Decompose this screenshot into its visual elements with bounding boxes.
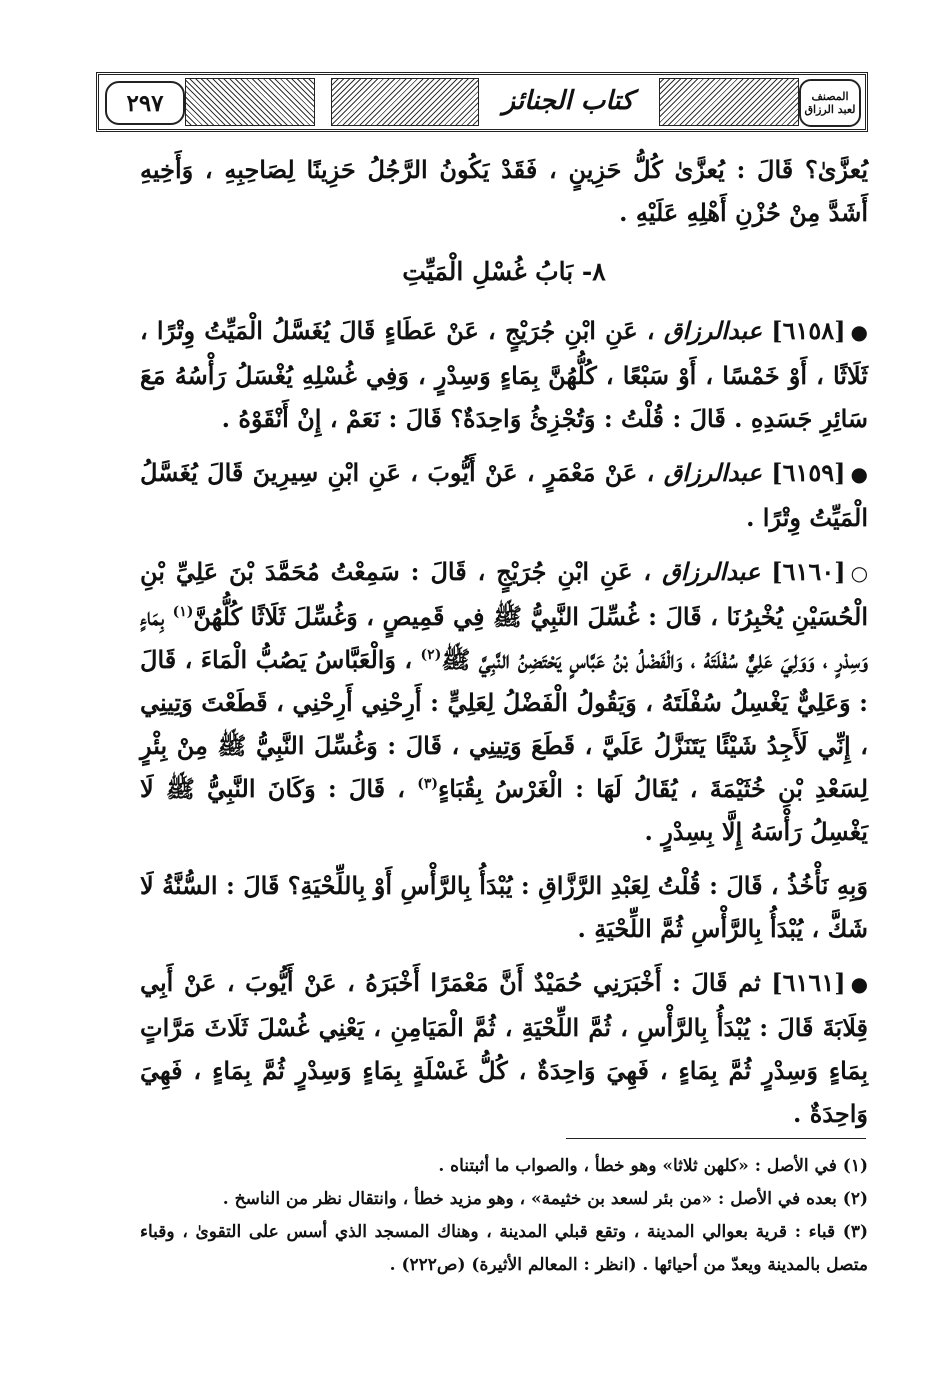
hadith-number: [٦١٦٠] [771, 557, 846, 586]
hadith-marker: ● [850, 462, 868, 486]
logo-line-2: لعبد الرزاق [804, 103, 856, 116]
footnote-separator [566, 1138, 866, 1139]
hadith-text: ، عَنِ ابْنِ جُرَيْجٍ ، عَنْ عَطَاءٍ قَالَ يُغَسَّلُ الْمَيِّتُ وِتْرًا ، ثَلَاثًا ، أَوْ خَمْسًا ، أَوْ سَبْعًا ، كُلُّهُنَّ بِمَاءٍ وَسِدْرٍ ، وَفِي غُسْلِهِ يُغْسَلُ رَأْسُهُ مَعَ سَائِرِ جَسَدِهِ . قَالَ : قُلْتُ : وَتُجْزِئُ وَاحِدَةٌ؟ قَالَ : نَعَمْ ، إِنْ أَنْقَوْهُ . [140, 316, 868, 433]
main-text [140, 148, 868, 1146]
footnote-2: (٢) بعده في الأصل : «من بئر لسعد بن خثيمة» ، وهو مزيد خطأ ، وانتقال نظر من الناسخ . [222, 1189, 868, 1209]
hadith-marker: ● [850, 320, 868, 344]
footnote-ref-1[interactable]: (١) [172, 604, 194, 620]
hadith-marker: ● [850, 972, 869, 996]
footnote-ref-2[interactable]: (٢) [420, 647, 442, 663]
footnote-1: (١) في الأصل : «كلهن ثلاثا» وهو خطأ ، والصواب ما أثبتناه . [438, 1156, 868, 1176]
footnote-3: (٣) قباء : قرية بعوالي المدينة ، وتقع قبلي المدينة ، وهناك المسجد الذي أسس على التقوىٰ ، وقباء متصل بالمدينة ويعدّ من أحيائها . (انظر : المعالم الأثيرة) (ص٢٢٢) . [140, 1222, 868, 1275]
hadith-number: [٦١٦١] [771, 968, 846, 997]
hadith-6158 [140, 309, 868, 440]
hadith-text: ، عَنْ مَعْمَرٍ ، عَنْ أَيُّوبَ ، عَنِ ابْنِ سِيرِينَ قَالَ يُغَسَّلُ الْمَيِّتُ وِتْرًا . [140, 458, 868, 532]
narrator-abdulrazzaq: عبدالرزاق [663, 458, 762, 487]
hadith-6159 [140, 451, 868, 539]
section-heading: ٨- بَابُ غُسْلِ الْمَيِّتِ [402, 257, 606, 286]
header-ornament-center-right [659, 78, 799, 126]
page-number: ٢٩٧ [105, 81, 185, 125]
page-header [96, 72, 868, 132]
hadith-number: [٦١٥٩] [771, 458, 846, 487]
hadith-text-part-a: ، عَنِ ابْنِ جُرَيْجٍ ، قَالَ : سَمِعْتُ مُحَمَّدَ بْنَ عَلِيِّ بْنِ الْحُسَيْنِ يُخْبِرُنَا ، قَالَ : غُسِّلَ النَّبِيُّ ﷺ فِي قَمِيصٍ ، وَغُسِّلَ ثَلَاثًا كُلُّهُنَّ [140, 557, 868, 631]
narrator-abdulrazzaq: عبدالرزاق [663, 316, 763, 345]
hadith-text-part-d: ، قَالَ : وَكَانَ النَّبِيُّ ﷺ لَا يَغْسِلُ رَأْسَهُ إِلَّا بِسِدْرٍ . [140, 774, 868, 846]
publisher-logo [799, 79, 861, 127]
hadith-text-part-c: ، وَالْعَبَّاسُ يَصُبُّ الْمَاءَ ، قَالَ : وَعَلِيٌّ يَغْسِلُ سُفْلَتَهُ ، وَيَقُولُ الْفَضْلُ لِعَلِيٍّ : أَرِحْنِي أَرِحْنِي ، قَطَعْتَ وَتِينِي ، إِنِّي لَأَجِدُ شَيْئًا يَتَنَزَّلُ عَلَيَّ ، قَطَعَ وَتِينِي ، قَالَ : وَغُسِّلَ النَّبِيُّ ﷺ مِنْ بِئْرٍ لِسَعْدِ بْنِ خُثَيْمَةَ ، يُقَالُ لَهَا : الْغَرْسُ بِقُبَاءٍ [140, 645, 868, 803]
header-ornament-left [185, 78, 315, 126]
hadith-marker: ○ [850, 561, 869, 585]
hadith-6161 [140, 961, 868, 1135]
narrator-abdulrazzaq: عبدالرزاق [662, 557, 761, 586]
footnote-ref-3[interactable]: (٣) [417, 776, 438, 792]
logo-line-1: المصنف [811, 90, 849, 103]
hadith-text-part-b: بِمَاءٍ وَسِدْرٍ ، وَوَلِيَ عَلِيٌّ سُفْلَتَهُ ، وَالْفَضْلُ بْنُ عَبَّاسٍ يَحْتَضِنُ النَّبِيَّ ﷺ [140, 602, 868, 674]
commentary-paragraph: وَبِهِ نَأْخُذُ ، قَالَ : قُلْتُ لِعَبْدِ الرَّزَّاقِ : يُبْدَأُ بِالرَّأْسِ أَوْ بِاللِّحْيَةِ؟ قَالَ : السُّنَّةُ لَا شَكَّ ، يُبْدَأُ بِالرَّأْسِ ثُمَّ اللِّحْيَةِ . [140, 871, 868, 943]
book-title: كتاب الجنائز [483, 81, 653, 121]
hadith-text: ثم قَالَ : أَخْبَرَنِي حُمَيْدٌ أَنَّ مَعْمَرًا أَخْبَرَهُ ، عَنْ أَيُّوبَ ، عَنْ أَبِي قِلَابَةَ قَالَ : يُبْدَأُ بِالرَّأْسِ ، ثُمَّ اللِّحْيَةِ ، ثُمَّ الْمَيَامِنِ ، يَعْنِي غُسْلَ ثَلَاثَ مَرَّاتٍ بِمَاءٍ وَسِدْرٍ ثُمَّ بِمَاءٍ ، فَهِيَ وَاحِدَةٌ ، كُلُّ غَسْلَةٍ بِمَاءٍ وَسِدْرٍ ثُمَّ بِمَاءٍ ، فَهِيَ وَاحِدَةٌ . [140, 968, 868, 1128]
header-ornament-center-left [331, 78, 479, 126]
footnotes [140, 1150, 868, 1282]
hadith-number: [٦١٥٨] [771, 316, 846, 345]
continuation-paragraph: يُعزَّىٰ؟ قَالَ : يُعزَّىٰ كُلُّ حَزِينٍ ، فَقَدْ يَكُونُ الرَّجُلُ حَزِينًا لِصَاحِبِهِ ، وَأَخِيهِ أَشَدَّ مِنْ حُزْنِ أَهْلِهِ عَلَيْهِ . [140, 155, 868, 227]
hadith-6160 [140, 550, 868, 853]
